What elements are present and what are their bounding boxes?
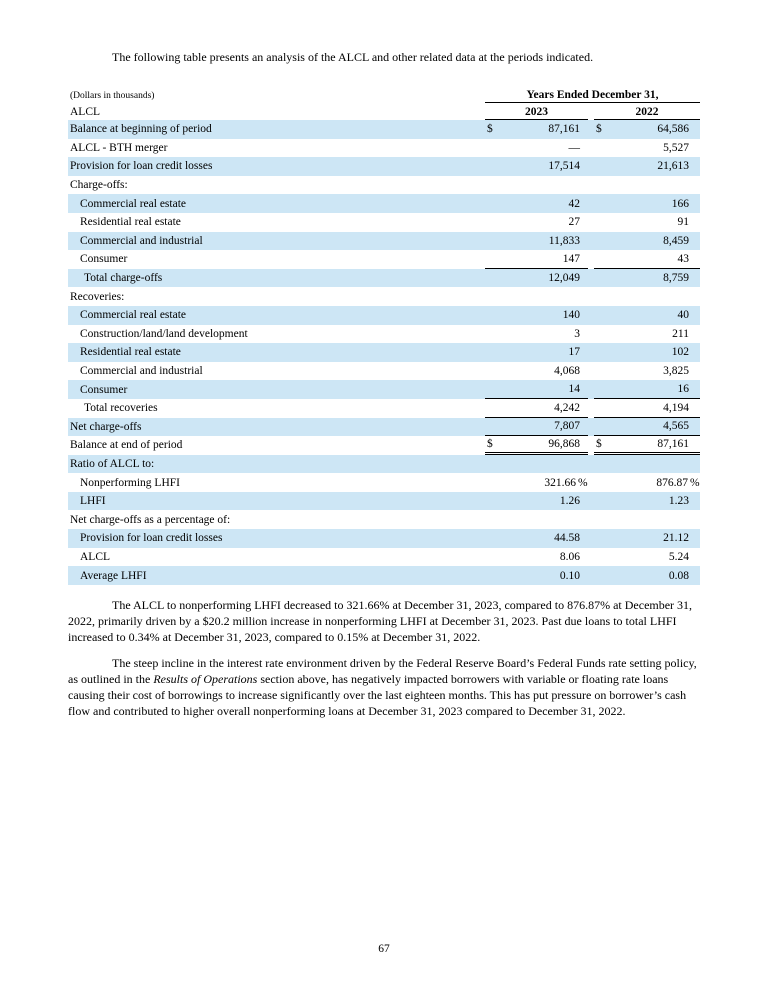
value-cell-2023 xyxy=(485,566,588,585)
value-cell-2022 xyxy=(594,269,700,288)
value-2022: 0.08 xyxy=(668,569,689,582)
row-label: Construction/land/land development xyxy=(80,327,248,340)
intro-paragraph: The following table presents an analysis of the ALCL and other related data at the periods indicated. xyxy=(112,50,594,64)
value-cell-2023 xyxy=(485,492,588,511)
value-2022: 5.24 xyxy=(668,550,689,563)
value-2023: 1.26 xyxy=(559,495,580,508)
table-row xyxy=(68,232,700,251)
value-2022: 166 xyxy=(671,197,689,210)
row-label: Balance at end of period xyxy=(70,439,183,452)
value-cell-2022 xyxy=(594,157,700,176)
value-2023: 140 xyxy=(562,309,580,322)
value-cell-2023 xyxy=(485,232,588,251)
row-label: Residential real estate xyxy=(80,346,181,359)
value-2022: 8,459 xyxy=(663,234,689,247)
value-2023: 44.58 xyxy=(554,532,580,545)
row-label: Average LHFI xyxy=(80,569,147,582)
table-row xyxy=(68,325,700,344)
table-row xyxy=(68,287,700,306)
value-2023: 14 xyxy=(568,383,580,396)
value-cell-2022 xyxy=(594,529,700,548)
value-cell-2023 xyxy=(485,269,588,288)
table-row xyxy=(68,343,700,362)
value-2023: 147 xyxy=(562,252,580,265)
value-cell-2023 xyxy=(485,418,588,437)
row-label: Provision for loan credit losses xyxy=(70,160,213,173)
row-label: Charge-offs: xyxy=(70,179,128,192)
table-year-2022: 2022 xyxy=(594,106,700,120)
table-row xyxy=(68,529,700,548)
value-cell-2023 xyxy=(485,380,588,399)
value-cell-2023 xyxy=(485,157,588,176)
value-2022: 40 xyxy=(677,309,689,322)
value-cell-2023 xyxy=(485,548,588,567)
value-2023: 7,807 xyxy=(554,420,580,433)
value-cell-2022 xyxy=(594,380,700,399)
value-cell-2022 xyxy=(594,455,700,474)
value-2023: — xyxy=(568,141,580,154)
value-2022: 4,194 xyxy=(663,401,689,414)
value-2022: 64,586 xyxy=(657,123,689,136)
row-label: Net charge-offs as a percentage of: xyxy=(70,513,231,526)
percent-sign: % xyxy=(690,476,700,489)
row-label: LHFI xyxy=(80,495,106,508)
value-2023: 8.06 xyxy=(559,550,580,563)
value-cell-2022 xyxy=(594,510,700,529)
value-2022: 1.23 xyxy=(668,495,689,508)
percent-sign: % xyxy=(578,476,588,489)
row-label: Net charge-offs xyxy=(70,420,142,433)
table-row xyxy=(68,213,700,232)
value-2022: 5,527 xyxy=(663,141,689,154)
table-year-2023: 2023 xyxy=(485,106,588,120)
dollar-sign: $ xyxy=(487,437,493,450)
table-row xyxy=(68,269,700,288)
row-label: Consumer xyxy=(80,253,128,266)
table-units-note: (Dollars in thousands) xyxy=(70,91,155,101)
row-label: Total charge-offs xyxy=(84,272,163,285)
value-cell-2023 xyxy=(485,176,588,195)
table-row xyxy=(68,492,700,511)
value-cell-2023 xyxy=(485,436,588,455)
value-cell-2023 xyxy=(485,529,588,548)
value-2022: 102 xyxy=(671,346,689,359)
value-cell-2022 xyxy=(594,176,700,195)
p2-italic-results-of-operations: Results of Operations xyxy=(153,672,258,686)
value-cell-2022 xyxy=(594,492,700,511)
table-row-header: ALCL xyxy=(70,106,101,118)
value-2023: 0.10 xyxy=(559,569,580,582)
value-cell-2022 xyxy=(594,120,700,139)
paragraph-2 xyxy=(68,655,702,719)
value-2022: 43 xyxy=(677,252,689,265)
value-2022: 21.12 xyxy=(663,532,689,545)
table-row xyxy=(68,362,700,381)
value-2023: 27 xyxy=(568,216,580,229)
dollar-sign: $ xyxy=(596,437,602,450)
alcl-table-body xyxy=(68,120,700,585)
row-label: Commercial real estate xyxy=(80,197,187,210)
table-row xyxy=(68,139,700,158)
value-cell-2022 xyxy=(594,436,700,455)
value-2022: 876.87 xyxy=(656,476,688,489)
value-2023: 12,049 xyxy=(548,272,580,285)
table-row xyxy=(68,120,700,139)
table-row xyxy=(68,194,700,213)
value-cell-2022 xyxy=(594,566,700,585)
value-2023: 4,068 xyxy=(554,365,580,378)
value-cell-2023 xyxy=(485,213,588,232)
value-cell-2023 xyxy=(485,399,588,418)
value-2022: 3,825 xyxy=(663,365,689,378)
value-cell-2023 xyxy=(485,362,588,381)
dollar-sign: $ xyxy=(596,123,602,136)
page-number: 67 xyxy=(378,943,390,955)
row-label: ALCL - BTH merger xyxy=(70,141,168,154)
value-cell-2022 xyxy=(594,194,700,213)
value-cell-2023 xyxy=(485,473,588,492)
table-row xyxy=(68,157,700,176)
table-header-row-years xyxy=(68,103,700,120)
value-cell-2022 xyxy=(594,250,700,269)
value-cell-2022 xyxy=(594,418,700,437)
value-cell-2023 xyxy=(485,325,588,344)
row-label: Nonperforming LHFI xyxy=(80,476,180,489)
value-cell-2023 xyxy=(485,287,588,306)
value-cell-2022 xyxy=(594,139,700,158)
p2-text-after: section above, has negatively impacted borrowers with variable or floating rate loans causing their cost of borrowings to increase significantly over the last eighteen months. This has put pressure on borrower’s cash flow and contributed to higher overall nonperforming loans at December 31, 2023 compared to December 31, 2022. xyxy=(68,672,687,718)
value-cell-2023 xyxy=(485,194,588,213)
value-2022: 91 xyxy=(677,216,689,229)
value-2023: 4,242 xyxy=(554,401,580,414)
row-label: Recoveries: xyxy=(70,290,125,303)
value-cell-2022 xyxy=(594,325,700,344)
value-cell-2022 xyxy=(594,306,700,325)
row-label: ALCL xyxy=(80,550,111,563)
table-period-header: Years Ended December 31, xyxy=(485,89,700,103)
alcl-table xyxy=(68,86,700,585)
table-row xyxy=(68,380,700,399)
row-label: Commercial and industrial xyxy=(80,234,203,247)
row-label: Residential real estate xyxy=(80,216,181,229)
value-cell-2023 xyxy=(485,306,588,325)
row-label: Commercial and industrial xyxy=(80,365,203,378)
table-row xyxy=(68,566,700,585)
row-label: Total recoveries xyxy=(84,402,158,415)
value-2022: 4,565 xyxy=(663,420,689,433)
value-2023: 96,868 xyxy=(548,437,580,450)
table-header-row-period xyxy=(68,86,700,103)
value-2022: 16 xyxy=(677,383,689,396)
table-row xyxy=(68,399,700,418)
table-row xyxy=(68,436,700,455)
value-cell-2023 xyxy=(485,250,588,269)
table-row xyxy=(68,455,700,474)
value-2022: 21,613 xyxy=(657,160,689,173)
row-label: Balance at beginning of period xyxy=(70,123,212,136)
table-row xyxy=(68,306,700,325)
value-cell-2022 xyxy=(594,362,700,381)
value-2023: 17,514 xyxy=(548,160,580,173)
value-cell-2023 xyxy=(485,455,588,474)
value-cell-2022 xyxy=(594,473,700,492)
row-label: Ratio of ALCL to: xyxy=(70,457,155,470)
value-cell-2022 xyxy=(594,287,700,306)
value-cell-2022 xyxy=(594,548,700,567)
value-cell-2022 xyxy=(594,343,700,362)
table-row xyxy=(68,510,700,529)
table-row xyxy=(68,418,700,437)
p2-text-before: The steep incline in the interest rate environment driven by the Federal Reserve Board’s Federal Funds rate setting policy, as outlined in the xyxy=(68,656,697,686)
value-cell-2023 xyxy=(485,343,588,362)
row-label: Commercial real estate xyxy=(80,309,187,322)
value-2023: 42 xyxy=(568,197,580,210)
table-row xyxy=(68,473,700,492)
value-cell-2022 xyxy=(594,213,700,232)
value-2022: 211 xyxy=(672,327,689,340)
value-2023: 17 xyxy=(568,346,580,359)
value-cell-2023 xyxy=(485,510,588,529)
row-label: Consumer xyxy=(80,383,128,396)
table-row xyxy=(68,250,700,269)
table-row xyxy=(68,176,700,195)
paragraph-1: The ALCL to nonperforming LHFI decreased to 321.66% at December 31, 2023, compared to 876.87% at December 31, 2022, primarily driven by a $20.2 million increase in nonperforming LHFI at December 31, 2023. Past due loans to total LHFI increased to 0.34% at December 31, 2023, compared to 0.15% at December 31, 2022. xyxy=(68,598,693,644)
table-row xyxy=(68,548,700,567)
value-2022: 8,759 xyxy=(663,272,689,285)
value-2023: 321.66 xyxy=(544,476,576,489)
row-label: Provision for loan credit losses xyxy=(80,532,223,545)
value-2023: 11,833 xyxy=(548,234,580,247)
value-cell-2022 xyxy=(594,232,700,251)
value-2022: 87,161 xyxy=(657,437,689,450)
value-cell-2022 xyxy=(594,399,700,418)
value-2023: 3 xyxy=(574,327,580,340)
value-2023: 87,161 xyxy=(548,123,580,136)
dollar-sign: $ xyxy=(487,123,493,136)
value-cell-2023 xyxy=(485,139,588,158)
value-cell-2023 xyxy=(485,120,588,139)
